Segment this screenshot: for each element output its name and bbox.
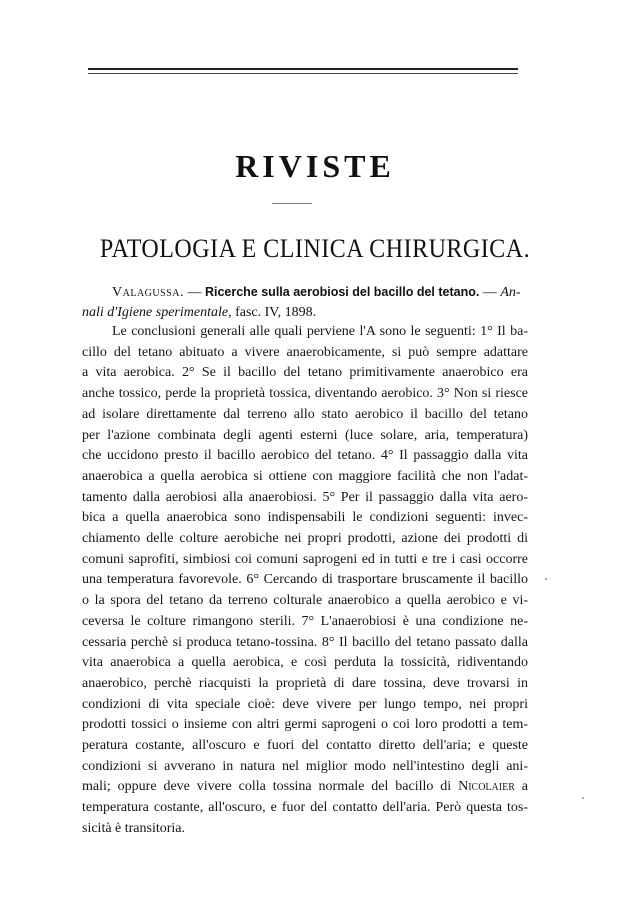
top-rule-thin xyxy=(88,73,518,74)
article-body xyxy=(82,322,528,840)
body-line xyxy=(82,777,528,798)
body-line: anche tossico, perde la proprietà tossica, diventando aerobico. 3° Non si riesce xyxy=(82,386,528,402)
body-line: peratura costante, all'oscuro e fuori del contatto diretto dell'aria; e queste xyxy=(82,738,528,754)
body-line: cillo del tetano abituato a vivere anaerobicamente, si può sempre adattare xyxy=(82,344,528,360)
body-line: comuni saprofiti, simbiosi coi comuni saprogeni ed in tutti e tre i casi occorre xyxy=(82,551,528,567)
citation-dash: — xyxy=(183,285,205,300)
article-title: Ricerche sulla aerobiosi del bacillo del tetano. xyxy=(204,285,480,299)
journal-name-part1: An- xyxy=(500,285,521,300)
article-author: Valagussa. xyxy=(112,285,184,300)
body-text-segment: mali; oppure deve vivere colla tossina normale del bacillo di xyxy=(82,779,459,795)
section-title: RIVISTE xyxy=(235,148,395,184)
body-line: ceversa le colture rimangono sterili. 7° L'anaerobiosi è una condizione ne- xyxy=(82,613,528,629)
body-line: vita anaerobica a quella aerobica, e così perduta la tossicità, ridiventando xyxy=(82,655,528,671)
body-line: ad isolare direttamente dal terreno allo stato aerobico il bacillo del tetano xyxy=(82,406,528,422)
subsection-title: PATOLOGIA E CLINICA CHIRURGICA. xyxy=(99,234,531,264)
body-line: o la spora del tetano da terreno colturale anaerobico a quella aerobico e vi- xyxy=(82,593,528,609)
top-rule xyxy=(88,68,518,70)
body-text-segment: a xyxy=(514,779,528,795)
body-line: cessaria perchè si produca tetano-tossina. 8° Il bacillo del tetano passato dalla xyxy=(82,634,528,650)
body-line: anaerobica a quella aerobica si ottiene con maggiore facilità che non l'adat- xyxy=(82,468,528,484)
title-divider xyxy=(272,203,312,204)
print-speck xyxy=(582,797,584,799)
body-line: condizioni di vita speciale cioè: deve vivere per lungo tempo, nei propri xyxy=(82,696,528,712)
body-line: condizioni si avverano in natura nel miglior modo nell'intestino degli ani- xyxy=(82,758,528,774)
body-line: per l'azione combinata degli agenti esterni (luce solare, aria, temperatura) xyxy=(82,427,528,443)
journal-issue: fasc. IV, 1898. xyxy=(231,305,317,320)
citation-dash: — xyxy=(479,285,501,300)
body-line: tamento dalla aerobiosi alla anaerobiosi. 5° Per il passaggio dalla vita aero- xyxy=(82,489,528,505)
body-line: Le conclusioni generali alle quali perviene l'A sono le seguenti: 1° Il ba- xyxy=(112,324,528,339)
print-speck xyxy=(545,578,547,580)
body-line: anaerobico, perchè riacquisti la proprietà di dare tossina, deve trovarsi in xyxy=(82,675,528,691)
body-line: prodotti tossici o insieme con altri germi saprogeni o coi loro prodotti a tem- xyxy=(82,717,528,733)
body-line: che uccidono presto il bacillo aerobico del tetano. 4° Il passaggio dalla vita xyxy=(82,448,528,464)
body-line: temperatura costante, all'oscuro, e fuor del contatto dell'aria. Però questa tos- xyxy=(82,800,528,816)
article-citation xyxy=(82,282,528,323)
body-line: una temperatura favorevole. 6° Cercando di trasportare bruscamente il bacillo xyxy=(82,572,528,588)
body-line: a vita aerobica. 2° Se il bacillo del tetano primitivamente anaerobico era xyxy=(82,365,528,381)
body-line: chiamento delle colture aerobiche nei propri prodotti, azione dei prodotti di xyxy=(82,531,528,547)
body-line: bica a quella anaerobica sono indispensabili le condizioni seguenti: invec- xyxy=(82,510,528,526)
author-name-nicolaier: Nicolaier xyxy=(458,779,515,795)
journal-name-part2: nali d'Igiene sperimentale, xyxy=(82,305,232,320)
body-line: sicità è transitoria. xyxy=(82,820,186,836)
